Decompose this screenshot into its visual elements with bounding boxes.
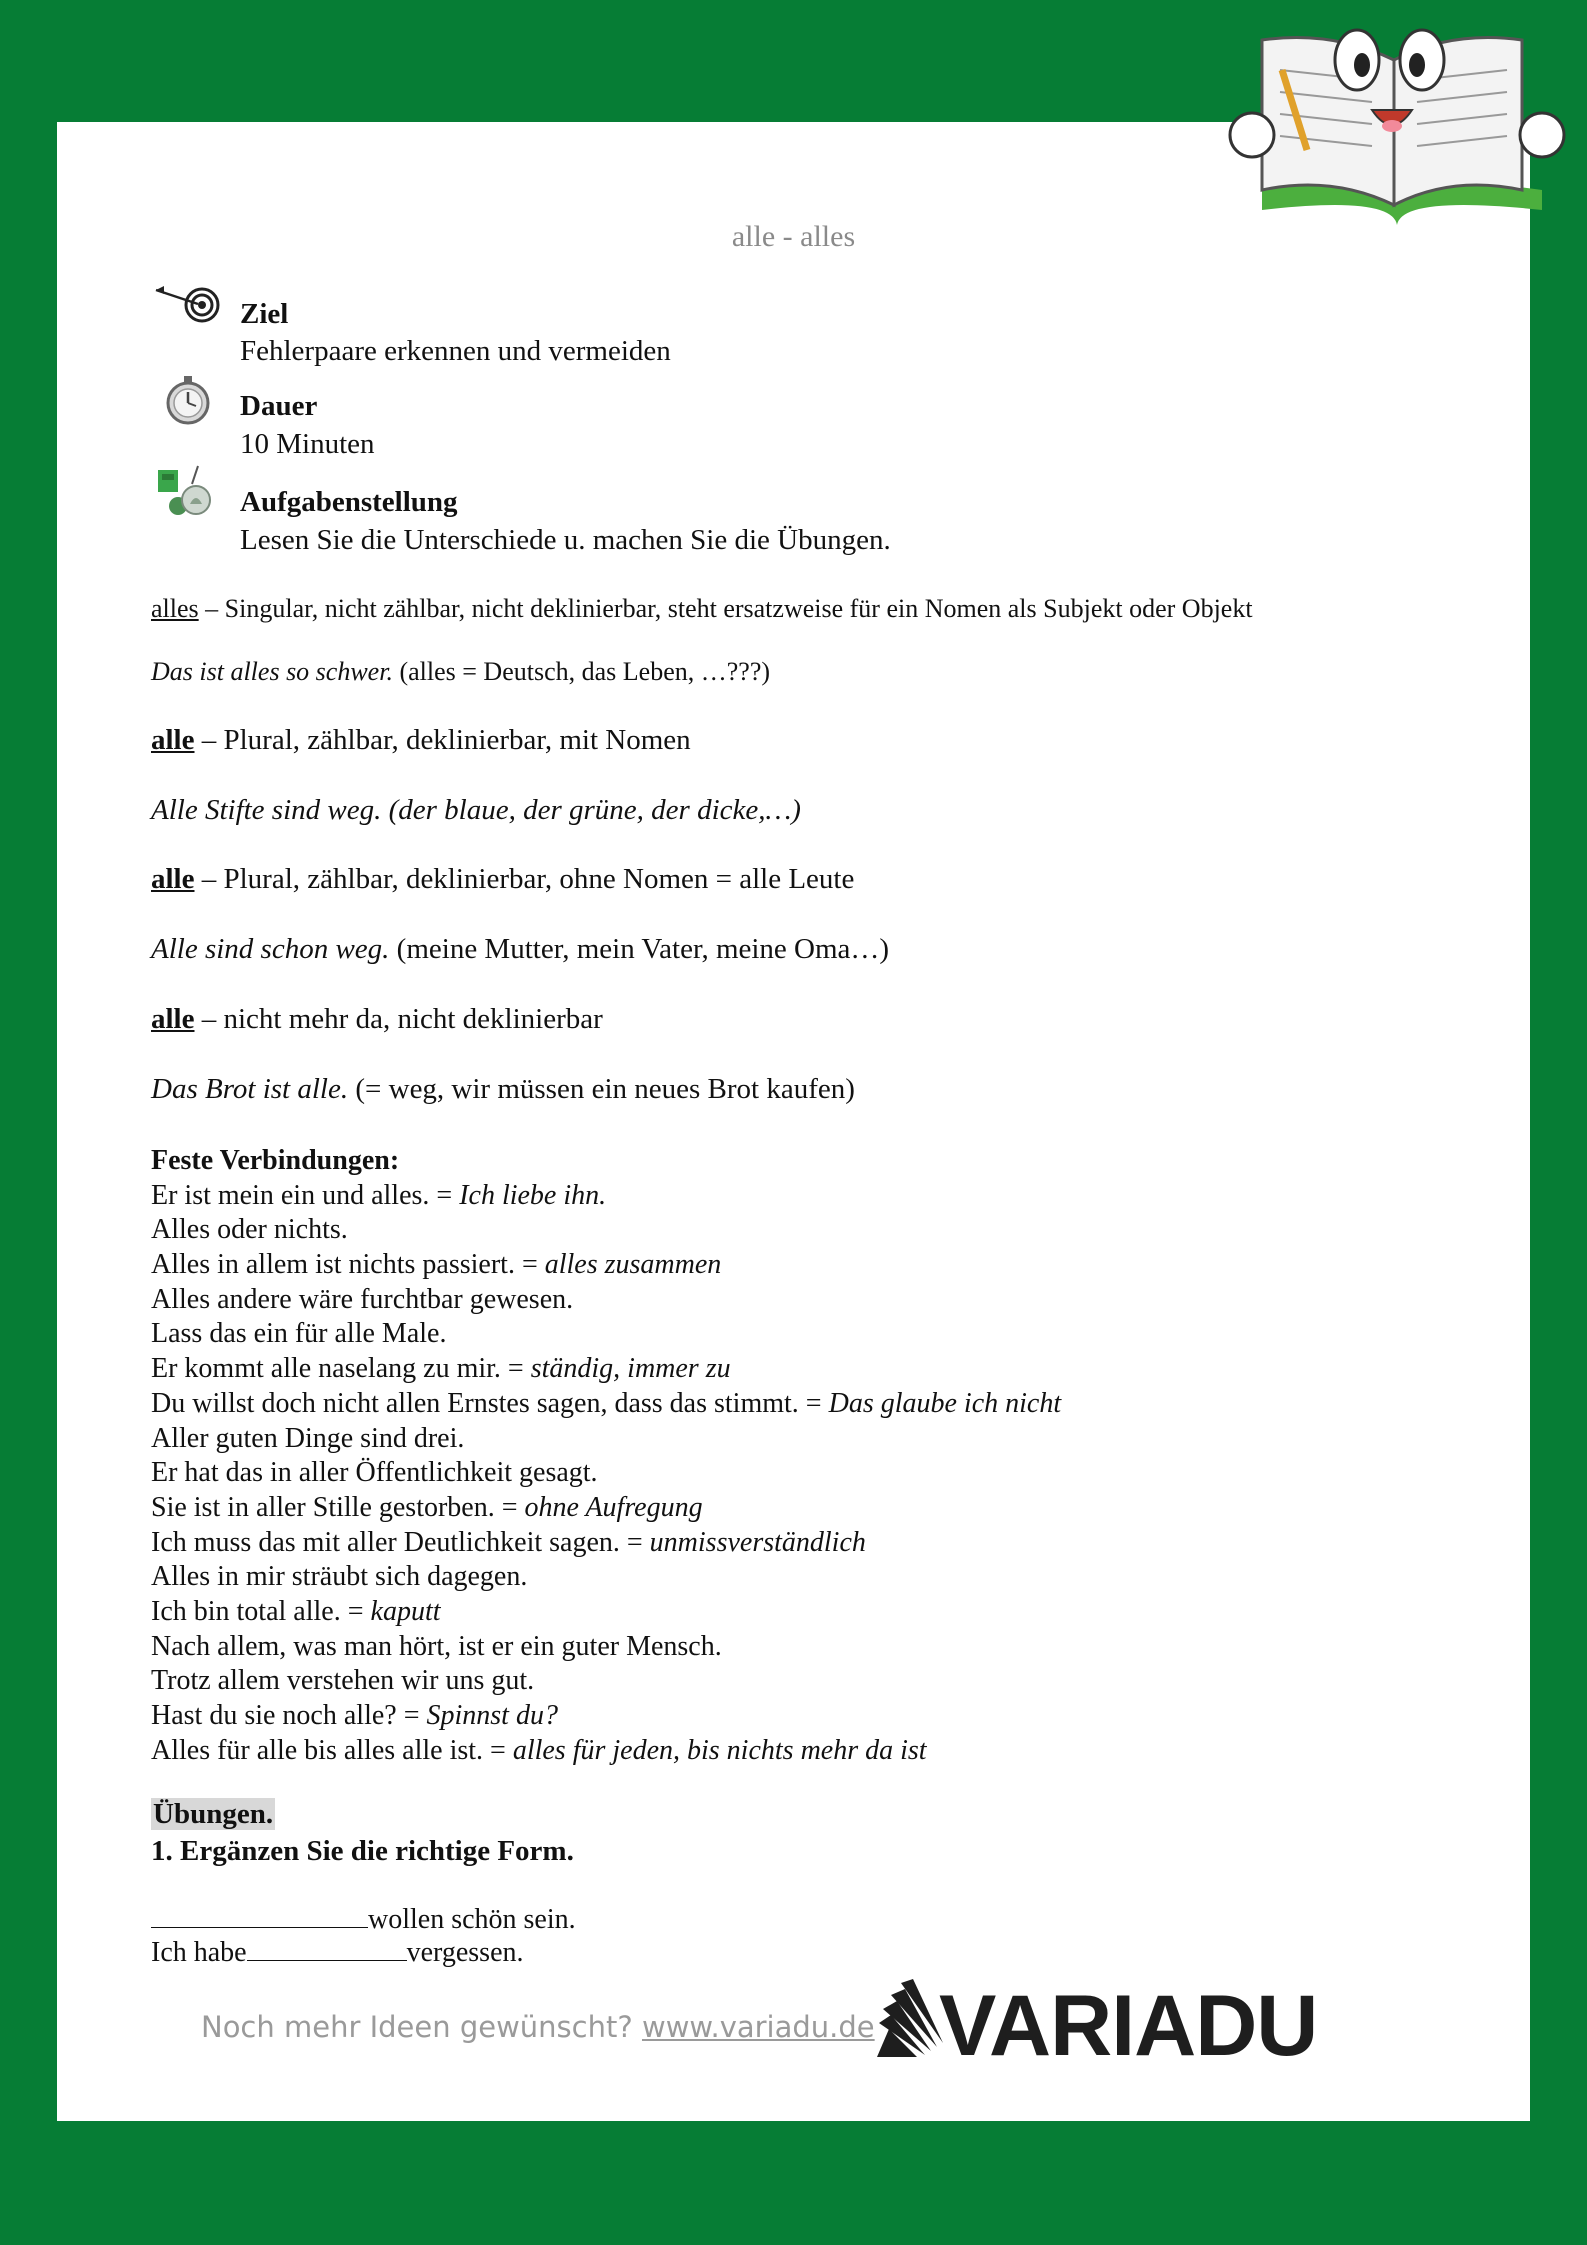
duration-text: 10 Minuten bbox=[240, 428, 375, 460]
exercise-line-1: wollen schön sein. bbox=[151, 1902, 576, 1936]
example-italic: Alle Stifte sind weg. (der blaue, der grüne, der dicke,…) bbox=[151, 794, 801, 826]
exercises-heading: Übungen. bbox=[153, 1798, 274, 1830]
rule-description: – nicht mehr da, nicht deklinierbar bbox=[194, 1003, 603, 1035]
phrase-row: Alles für alle bis alles alle ist. = alles für jeden, bis nichts mehr da ist bbox=[151, 1734, 927, 1766]
answer-blank[interactable] bbox=[151, 1902, 368, 1928]
phrase-row: Lass das ein für alle Male. bbox=[151, 1318, 447, 1350]
example-note: (= weg, wir müssen ein neues Brot kaufen) bbox=[348, 1073, 855, 1105]
phrase-row: Er ist mein ein und alles. = Ich liebe ihn. bbox=[151, 1179, 607, 1211]
phrase-row: Alles andere wäre furchtbar gewesen. bbox=[151, 1283, 574, 1315]
book-mascot-icon bbox=[1222, 0, 1568, 230]
rule-term: alle bbox=[151, 863, 195, 895]
phrase-row: Aller guten Dinge sind drei. bbox=[151, 1422, 465, 1454]
example-italic: Das ist alles so schwer. bbox=[151, 657, 393, 686]
rule-example bbox=[151, 794, 801, 827]
rule-example bbox=[151, 933, 889, 966]
rule-alle-gone bbox=[151, 1003, 603, 1036]
phrase-row: Ich muss das mit aller Deutlichkeit sagen. = unmissverständlich bbox=[151, 1526, 866, 1558]
task-text: Lesen Sie die Unterschiede u. machen Sie die Übungen. bbox=[240, 524, 891, 556]
logo-fan-icon bbox=[877, 1979, 943, 2057]
duration-heading: Dauer bbox=[240, 390, 318, 422]
rule-description: – Plural, zählbar, deklinierbar, ohne Nomen = alle Leute bbox=[194, 863, 855, 895]
phrase-row: Alles in allem ist nichts passiert. = alles zusammen bbox=[151, 1249, 722, 1281]
rule-term: alle bbox=[151, 724, 195, 756]
phrase-row: Er kommt alle naselang zu mir. = ständig, immer zu bbox=[151, 1353, 731, 1385]
task-heading: Aufgabenstellung bbox=[240, 486, 458, 518]
exercise-line-2: Ich habe vergessen. bbox=[151, 1937, 524, 1968]
phrase-row: Ich bin total alle. = kaputt bbox=[151, 1595, 441, 1627]
phrase-row: Alles oder nichts. bbox=[151, 1214, 348, 1246]
rule-alle-with-noun bbox=[151, 724, 691, 757]
goal-heading: Ziel bbox=[240, 298, 289, 330]
goal-text: Fehlerpaare erkennen und vermeiden bbox=[240, 335, 671, 367]
rule-description: – Singular, nicht zählbar, nicht deklinierbar, steht ersatzweise für ein Nomen als Subjekt oder Objekt bbox=[198, 594, 1253, 623]
phrase-row: Alles in mir sträubt sich dagegen. bbox=[151, 1561, 528, 1593]
task-icon bbox=[152, 462, 222, 522]
answer-blank[interactable] bbox=[247, 1935, 407, 1961]
exercise-task: 1. Ergänzen Sie die richtige Form. bbox=[151, 1835, 574, 1867]
rule-term: alle bbox=[151, 1003, 195, 1035]
phrase-row: Hast du sie noch alle? = Spinnst du? bbox=[151, 1700, 558, 1731]
rule-example bbox=[151, 1073, 855, 1106]
rule-alles bbox=[151, 594, 1253, 624]
worksheet-page bbox=[57, 122, 1530, 2121]
phrase-row: Trotz allem verstehen wir uns gut. bbox=[151, 1665, 535, 1697]
phrases-list bbox=[151, 1144, 1061, 1768]
footer-promo: Noch mehr Ideen gewünscht? www.variadu.de bbox=[201, 2010, 875, 2044]
phrase-row: Er hat das in aller Öffentlichkeit gesagt. bbox=[151, 1457, 598, 1489]
phrase-row: Du willst doch nicht allen Ernstes sagen, dass das stimmt. = Das glaube ich nicht bbox=[151, 1387, 1062, 1419]
example-note: (alles = Deutsch, das Leben, …???) bbox=[392, 657, 771, 686]
target-icon bbox=[152, 280, 222, 340]
page-title: alle - alles bbox=[731, 220, 856, 253]
footer-link[interactable]: www.variadu.de bbox=[641, 2010, 875, 2044]
svg-text:VARIADU: VARIADU bbox=[939, 1978, 1318, 2067]
example-italic: Das Brot ist alle. bbox=[151, 1073, 349, 1105]
rule-term: alles bbox=[151, 594, 199, 623]
rule-alle-without-noun bbox=[151, 863, 854, 896]
example-italic: Alle sind schon weg. bbox=[151, 933, 390, 965]
variadu-logo bbox=[877, 1977, 1397, 2067]
stopwatch-icon bbox=[152, 370, 222, 430]
phrase-row: Sie ist in aller Stille gestorben. = ohne Aufregung bbox=[151, 1491, 703, 1523]
phrases-heading: Feste Verbindungen: bbox=[151, 1145, 400, 1176]
phrase-row: Nach allem, was man hört, ist er ein guter Mensch. bbox=[151, 1630, 722, 1662]
rule-example bbox=[151, 657, 770, 687]
example-note: (meine Mutter, mein Vater, meine Oma…) bbox=[389, 933, 890, 965]
rule-description: – Plural, zählbar, deklinierbar, mit Nomen bbox=[194, 724, 691, 756]
